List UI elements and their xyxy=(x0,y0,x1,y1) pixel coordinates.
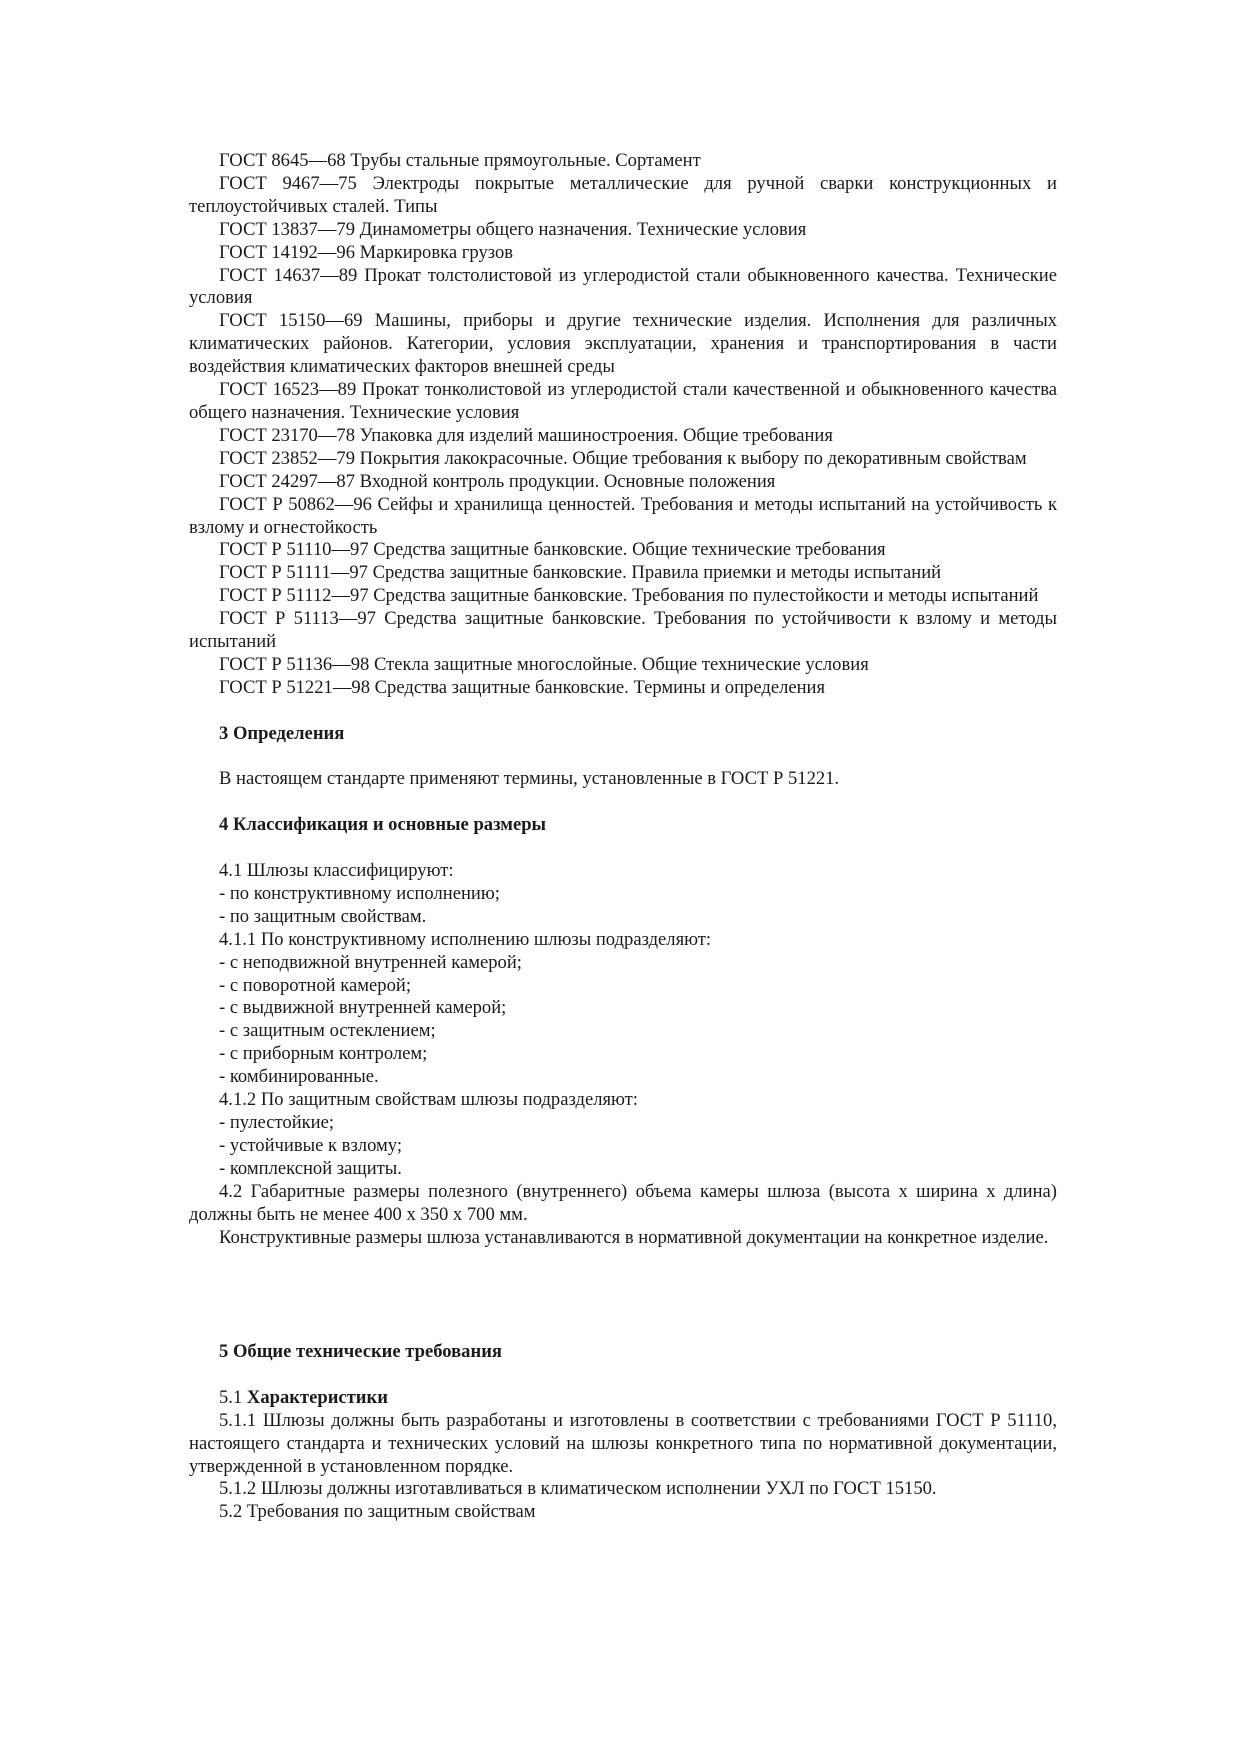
paragraph-4-2: 4.2 Габаритные размеры полезного (внутреннего) объема камеры шлюза (высота х ширина х длина) должны быть не менее 400 х 350 х 700 мм. xyxy=(189,1180,1057,1225)
reference-item: ГОСТ 15150—69 Машины, приборы и другие технические изделия. Исполнения для различных климатических районов. Категории, условия эксплуатации, хранения и транспортирования в части воздействия климатических факторов внешней среды xyxy=(189,310,1057,378)
paragraph-5-1-2: 5.1.2 Шлюзы должны изготавливаться в климатическом исполнении УХЛ по ГОСТ 15150. xyxy=(219,1478,937,1500)
list-item: - с приборным контролем; xyxy=(219,1043,428,1065)
list-item: 4.1.2 По защитным свойствам шлюзы подразделяют: xyxy=(219,1089,638,1111)
reference-item: ГОСТ 14192—96 Маркировка грузов xyxy=(219,241,514,263)
reference-item: ГОСТ 9467—75 Электроды покрытые металлические для ручной сварки конструкционных и теплоустойчивых сталей. Типы xyxy=(189,172,1057,217)
classification-list xyxy=(189,860,1057,1181)
reference-item: ГОСТ 14637—89 Прокат толстолистовой из углеродистой стали обыкновенного качества. Технические условия xyxy=(189,264,1057,309)
reference-item: ГОСТ 13837—79 Динамометры общего назначения. Технические условия xyxy=(219,218,807,240)
section-3-heading: 3 Определения xyxy=(219,722,345,744)
list-item: - устойчивые к взлому; xyxy=(219,1134,403,1156)
paragraph-constructive-sizes: Конструктивные размеры шлюза устанавливаются в нормативной документации на конкретное изделие. xyxy=(219,1226,1049,1248)
list-item: - по защитным свойствам. xyxy=(219,905,427,927)
reference-item: ГОСТ Р 51113—97 Средства защитные банковские. Требования по устойчивости к взлому и методы испытаний xyxy=(189,608,1057,653)
list-item: 4.1 Шлюзы классифицируют: xyxy=(219,860,454,882)
reference-item: ГОСТ Р 51112—97 Средства защитные банковские. Требования по пулестойкости и методы испытаний xyxy=(219,585,1039,607)
reference-item: ГОСТ 8645—68 Трубы стальные прямоугольные. Сортамент xyxy=(219,150,701,171)
subsection-5-1-title: Характеристики xyxy=(246,1386,388,1408)
list-item: - с защитным остеклением; xyxy=(219,1020,436,1042)
reference-item: ГОСТ Р 50862—96 Сейфы и хранилища ценностей. Требования и методы испытаний на устойчивость к взлому и огнестойкость xyxy=(189,493,1057,538)
subsection-5-1-heading xyxy=(189,1387,1057,1410)
reference-item: ГОСТ Р 51111—97 Средства защитные банковские. Правила приемки и методы испытаний xyxy=(219,562,942,584)
reference-item: ГОСТ Р 51136—98 Стекла защитные многослойные. Общие технические условия xyxy=(219,653,869,675)
list-item: - пулестойкие; xyxy=(219,1112,335,1133)
section-4-heading: 4 Классификация и основные размеры xyxy=(219,814,547,836)
paragraph-5-1-1: 5.1.1 Шлюзы должны быть разработаны и изготовлены в соответствии с требованиями ГОСТ Р 51110, настоящего стандарта и технических условий на шлюзы конкретного типа по нормативной документации, утвержденной в установленном порядке. xyxy=(189,1409,1057,1477)
list-item: - по конструктивному исполнению; xyxy=(219,882,500,904)
list-item: - комплексной защиты. xyxy=(219,1157,402,1179)
references-list xyxy=(189,150,1057,700)
list-item: - с поворотной камерой; xyxy=(219,974,411,996)
list-item: 4.1.1 По конструктивному исполнению шлюзы подразделяют: xyxy=(219,928,712,950)
reference-item: ГОСТ 16523—89 Прокат тонколистовой из углеродистой стали качественной и обыкновенного качества общего назначения. Технические условия xyxy=(189,379,1057,423)
subsection-5-1-number: 5.1 xyxy=(219,1386,243,1408)
section-3-text: В настоящем стандарте применяют термины, установленные в ГОСТ Р 51221. xyxy=(219,768,840,790)
list-item: - комбинированные. xyxy=(219,1066,379,1088)
reference-item: ГОСТ Р 51110—97 Средства защитные банковские. Общие технические требования xyxy=(219,539,886,561)
reference-item: ГОСТ 24297—87 Входной контроль продукции. Основные положения xyxy=(219,470,776,492)
document-page xyxy=(189,150,1057,1524)
paragraph-5-2: 5.2 Требования по защитным свойствам xyxy=(219,1501,536,1523)
reference-item: ГОСТ Р 51221—98 Средства защитные банковские. Термины и определения xyxy=(219,676,826,698)
section-5-heading: 5 Общие технические требования xyxy=(219,1341,502,1363)
list-item: - с выдвижной внутренней камерой; xyxy=(219,997,507,1019)
reference-item: ГОСТ 23170—78 Упаковка для изделий машиностроения. Общие требования xyxy=(219,424,833,446)
reference-item: ГОСТ 23852—79 Покрытия лакокрасочные. Общие требования к выбору по декоративным свойствам xyxy=(219,447,1027,469)
list-item: - с неподвижной внутренней камерой; xyxy=(219,951,522,973)
